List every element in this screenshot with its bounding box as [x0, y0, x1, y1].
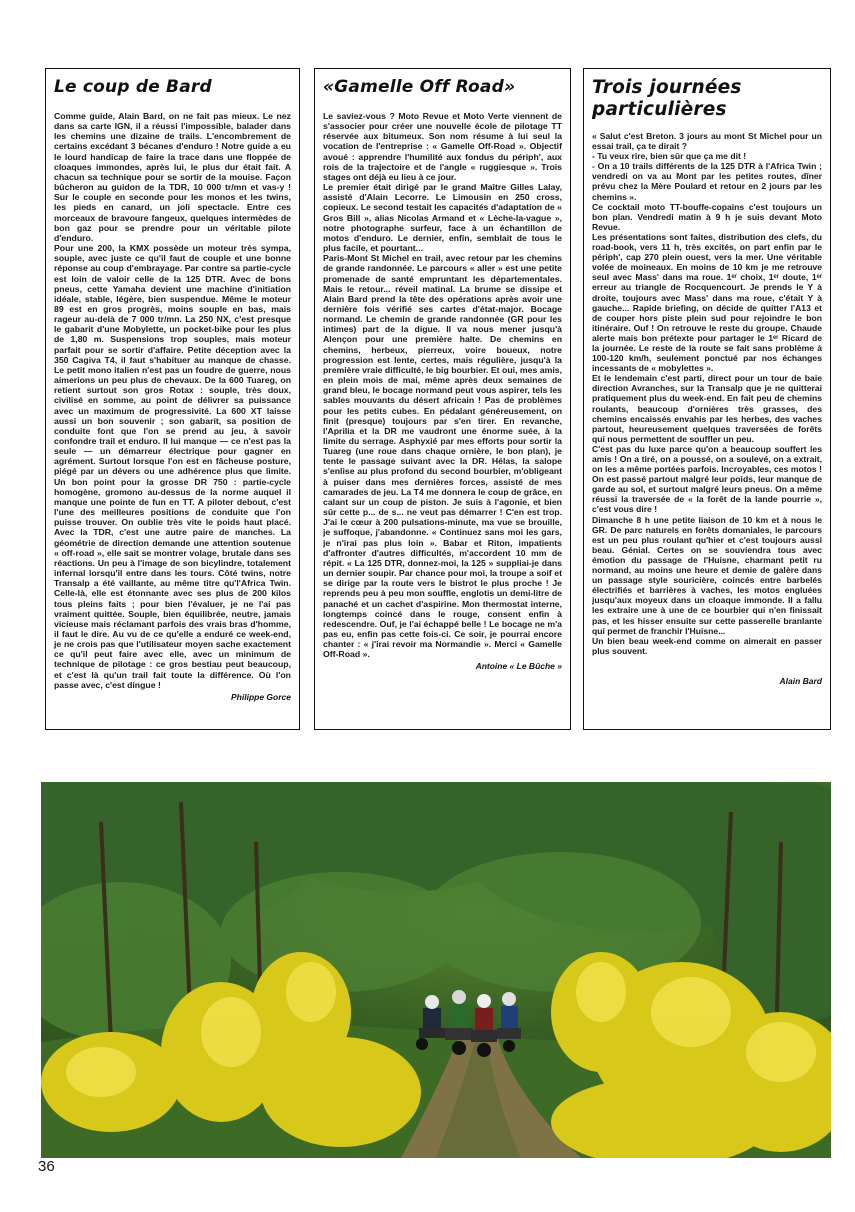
article-signature: Philippe Gorce	[231, 691, 291, 702]
article-signature: Alain Bard	[779, 675, 822, 686]
page-number: 36	[38, 1158, 55, 1175]
article-title: Trois journées particulières	[592, 77, 742, 120]
article-paragraph: - On a 10 trails différents de la 125 DTR à l'Africa Twin ; vendredi on va au Mont par les petites routes, dîner prévu chez la Mère Poulard et retour en 2 jours par les chemins ».	[592, 161, 822, 202]
article-paragraph: Comme guide, Alain Bard, on ne fait pas mieux. Le nez dans sa carte IGN, il a réussi l'impossible, balader dans les chemins une dizaine de trails. L'encombrement de certains excédant 3 bécanes d'enduro ! Notre guide a eu le lourd handicap de faire la trace dans une floppée de cloaques immondes, après lui, le plus dur était fait. A chacun sa technique pour se sortir de la mouise. Façon bûcheron au guidon de la TDR, 10 000 tr/mn et vas-y ! Sur le couple en seconde pour les monos et les twins, les pieds en canard, un joli spectacle. Entre ces morceaux de bravoure fangeux, quelques intermèdes de bon gaz pour se prendre pour un véritable pilote d'enduro.	[54, 111, 291, 243]
article-paragraph: Dimanche 8 h une petite liaison de 10 km et à nous le GR. De parc naturels en forêts domaniales, le parcours est un peu plus roulant qu'hier et c'est toujours aussi beau. Génial. Certes on se souviendra tous avec émotion du passage de l'Huisne, charmant petit ru normand, au moins une heure et demie de galère dans un passage style souricière, coincés entre barbelés électrifiés et barrières à vaches, les motos engluées jusqu'aux moyeux dans un cloaque immonde. Il a fallu les extraire une à une de ce bourbier qui n'en finissait pas, et les hisser ensuite sur cette passerelle branlante qui permet de franchir l'Huisne...	[592, 514, 822, 636]
article-paragraph: Et le lendemain c'est parti, direct pour un tour de baie direction Avranches, sur la Transalp que je ne quitterai pratiquement plus du week-end. En fait peu de chemins roulants, beaucoup d'ornières très grasses, des chemins encaissés envahis par les herbes, des vaches partout, heureusement quelques traversées de forêts qui nous permettent de souffler un peu.	[592, 373, 822, 444]
article-paragraph: C'est pas du luxe parce qu'on a beaucoup souffert les amis ! On a tiré, on a poussé, on a soulevé, on a extrait, on les a même portées parfois. Incroyables, ces motos ! On est passé partout malgré leur poids, leur manque de garde au sol, et surtout malgré leurs pneus. On a même réussi la traversée de « la forêt de la lande pourrie », c'est vous dire !	[592, 443, 822, 515]
forest-trail-photo	[41, 782, 831, 1158]
article-trois-journees	[583, 68, 831, 730]
article-paragraph: Le premier était dirigé par le grand Maître Gilles Lalay, assisté d'Alain Lecorre. Le Limousin en 250 cross, copieux. Le second testait les capacités d'adaptation de « Gros Bill », alias Nicolas Armand et « Lèche-la-vague », notre photographe surfeur, face à un échantillon de motos d'enduro. Le dernier, enfin, semblait de tous le plus facile, et pourtant...	[323, 182, 562, 254]
article-paragraph: - Tu veux rire, bien sûr que ça me dit !	[592, 151, 747, 162]
article-paragraph: Paris-Mont St Michel en trail, avec retour par les chemins de grande randonnée. Le parcours « aller » est une petite promenade de santé empruntant les départementales. Mais le retour... réveil matinal. La brume se dissipe et Alain Bard prend la tête des opérations après avoir une dernière fois vérifié ses cartes d'état-major. Bocage normand. Le chemin de grande randonnée (GR pour les intimes) part de la digue. Il va nous mener jusqu'à Alençon pour une première halte. De chemins en chemins, herbeux, pierreux, voire boueux, notre progression est lente, certes, mais régulière, jusqu'à la première vraie difficulté, le big bourbier. Et oui, mes amis, en plein mois de mai, même après deux semaines de grand bleu, le bocage normand peut vous aspirer, tels les sables mouvants du désert africain ! Pas de problèmes pour les petits cubes. En pédalant généreusement, on finit (presque) toujours par s'en tirer. En revanche, l'Aprilia et la DR me vaudront une énorme suée, à la limite du serrage. Asphyxié par mes efforts pour sortir la Tuareg (une roue dans chaque ornière, le bon plan), je tente le passage suivant avec la DR. Hélas, la salope s'enlise au plus profond du second bourbier, m'obligeant à puiser dans mes dernières forces, assisté de mes camarades de jeu. La T4 me donnera le coup de grâce, en calant sur un coup de piston. Je suis à l'agonie, et bien sûr cette p... de s... ne veut pas démarrer ! C'en est trop. J'ai le cœur à 200 pulsations-minute, ma vue se brouille, je suffoque, j'abandonne. « Continuez sans moi les gars, je n'irai pas plus loin ». Babar et Riton, impatients d'affronter d'autres difficultés, m'accordent 10 mm de répit. « La 125 DTR, donnez-moi, la 125 » suppliai-je dans un dernier soupir. Par chance pour moi, la troupe a soif et se dirige par la route vers le bistrot le plus proche ! Je reprends peu à peu mon souffle, englotis un demi-litre de panaché et un cachet d'aspirine. Mon thermostat interne, longtemps coincé dans le rouge, consent enfin à redescendre. Ouf, je l'ai échappé belle ! Le bocage ne m'a pas eu, enfin pas cette fois-ci. Ce soir, je pourrai encore chanter : « j'irai revoir ma Normandie ». Merci « Gamelle Off-Road ».	[323, 253, 562, 660]
article-paragraph: Ce cocktail moto TT-bouffe-copains c'est toujours un bon plan. Vendredi matin à 9 h je suis devant Moto Revue.	[592, 201, 822, 232]
article-title: «Gamelle Off Road»	[323, 77, 516, 97]
article-title: Le coup de Bard	[54, 77, 212, 97]
article-paragraph: Les présentations sont faites, distribution des clefs, du road-book, vers 11 h, très excités, on part enfin par le périph', cap 270 plein ouest, vers la mer. Une véritable volée de moineaux. En moins de 10 km je me retrouve seul avec Mass' dans ma roue. 1ᵉʳ choix, 1ᵉʳ doute, 1ᵉʳ erreur au triangle de Rocquencourt. Je prends le Y à droite, toujours avec Mass' dans ma roue, c'était Y à gauche... Rapide briefing, on décide de quitter l'A13 et de couper hors piste plein sud pour rejoindre le bon itinéraire. Ouf ! On retrouve le reste du groupe. Chaude alerte mais bon prétexte pour partager le 1ᵉʳ Ricard de la journée. Le reste de la route se fait sans problème à 100-120 km/h, seulement ponctué par nos échanges incessants de « mobylettes ».	[592, 231, 822, 374]
article-paragraph: Le saviez-vous ? Moto Revue et Moto Verte viennent de s'associer pour créer une nouvelle école de pilotage TT réservée aux bitumeux. Son nom résume à lui seul la vocation de l'entreprise : « Gamelle Off-Road ». Objectif avoué : apprendre l'humilité aux fondus du périph', aux rois de la trajectoire et de l'angle « ruggiesque ». Trois stages ont déjà eu lieu à ce jour.	[323, 111, 562, 182]
article-signature: Antoine « Le Bûche »	[475, 661, 562, 672]
article-paragraph: Un bien beau week-end comme on aimerait en passer plus souvent.	[592, 635, 822, 656]
article-gamelle-off-road	[314, 68, 571, 730]
forest-photo-illustration	[41, 782, 831, 1158]
article-paragraph: « Salut c'est Breton. 3 jours au mont St Michel pour un essai trail, ça te dirait ?	[592, 131, 822, 152]
article-paragraph: Pour une 200, la KMX possède un moteur très sympa, souple, avec juste ce qu'il faut de couple et une bonne réponse au coup d'embrayage. Par contre sa partie-cycle est loin de valoir celle de la 125 DTR. Avec de bons pneus, cette Yamaha devient une machine d'initiation idéale, stable, légère, bien suspendue. Même le moteur 89 est en gros progrès, moins souple en bas, mais rageur au-delà de 7 000 tr/mn. La 250 NX, c'est presque le gabarit d'une Mobylette, un pocket-bike pour les plus de 1,80 m. Suspensions trop souples, mais moteur parfait pour se sortir d'affaire. Petite déception avec la 350 Cagiva T4, il faut s'habituer au manque de chasse. Le petit mono italien n'est pas un foudre de guerre, nous aimerions un peu plus de chevaux. De la 600 Tuareg, on retient surtout son gros Rotax : souple, très doux, civilisé en somme, au point de délivrer sa puissance avec un maximum de progressivité. La 600 XT laisse aussi un bon souvenir ; son gabarit, sa position de conduite font que l'on se prend au jeu, à savoir confondre trail et enduro. Il lui manque — ce n'est pas la seule — un démarreur électrique pour gagner en agrément. Surtout lorsque l'on est en fâcheuse posture, piégé par un dévers ou une adhérence plus que limite. Un bon point pour la grosse DR 750 : partie-cycle homogène, gromono au-dessus de la norme auquel il manque une pointe de fun en TT. A piloter debout, c'est l'une des meilleures positions de conduite que l'on puisse trouver. On oublie très vite le poids haut placé. Avec la TDR, c'est une autre paire de manches. La géométrie de direction demande une attention soutenue « off-road », elle sait se montrer volage, brutale dans ses réactions. Un peu à l'image de son bicylindre, totalement infernal lorsqu'il entre dans les tours. Côté twins, notre Transalp a été vaillante, au même titre qu'l'Africa Twin. Celle-là, elle est étonnante avec ses plus de 200 kilos tous pleins faits ; pour bien l'évaluer, je ne l'ai pas vraiment quittée. Souple, bien équilibrée, neutre, jamais vicieuse mais réclamant parfois des vrais bras d'homme, il faut le dire. Au vu de ce qu'elle a enduré ce week-end, je ne crois pas que l'utilisateur moyen sache exactement ce qu'il peut faire avec elle, avec un minimum de technique de pilotage : ce gros bestiau peut beaucoup, et c'est là qu'un trail fait toute la différence. Où l'on passe avec, c'est dingue !	[54, 243, 291, 690]
article-le-coup-de-bard	[45, 68, 300, 730]
